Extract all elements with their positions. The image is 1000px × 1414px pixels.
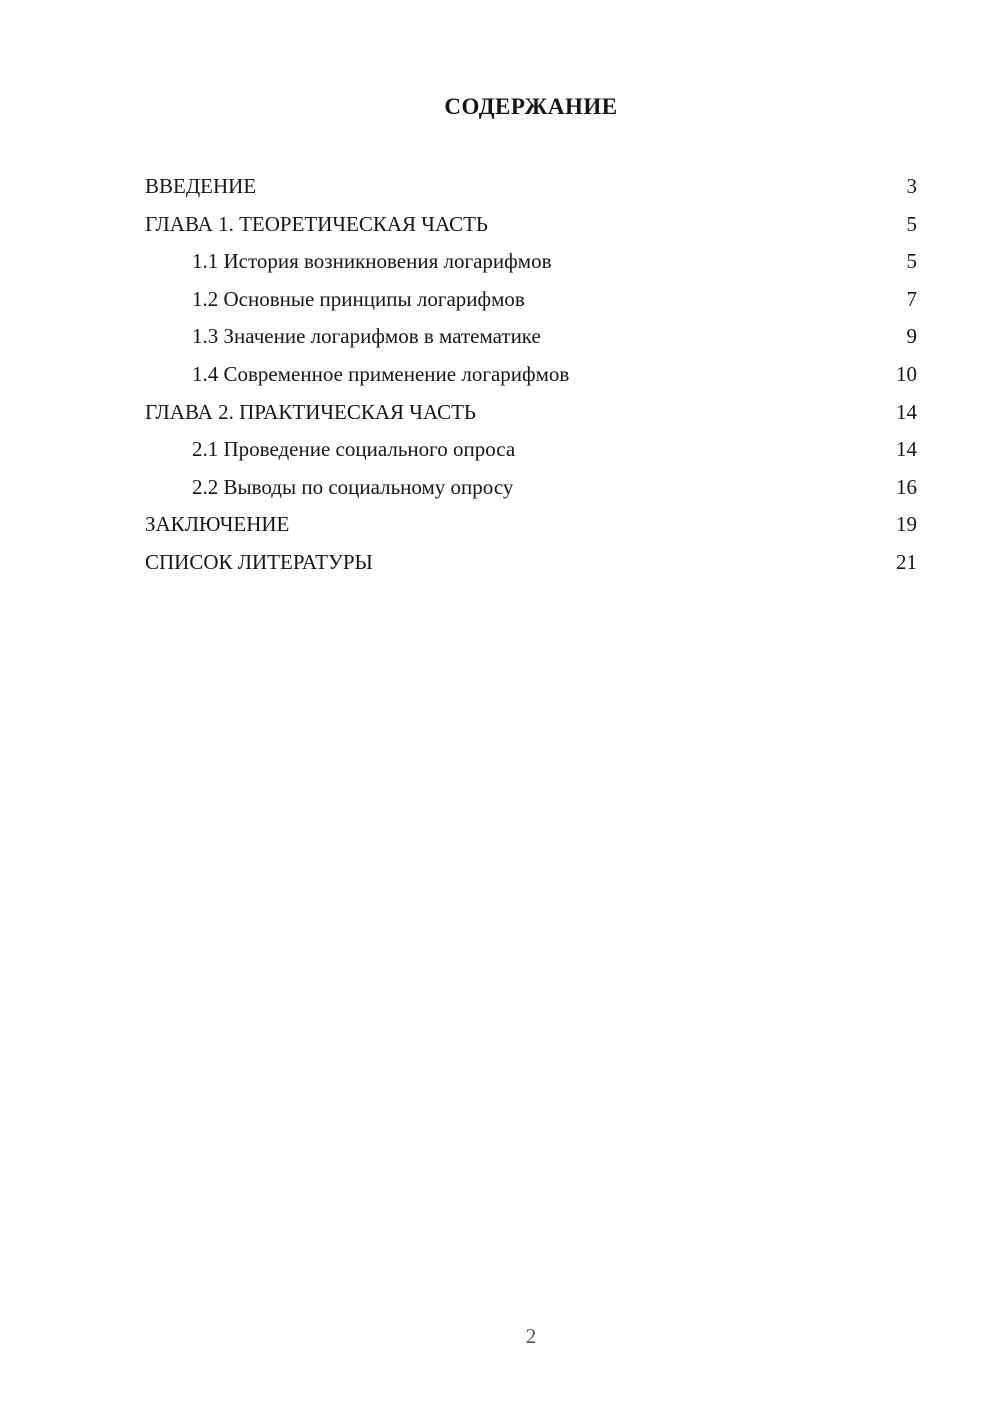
toc-entry-page-number: 9: [906, 324, 917, 349]
toc-entry-page-number: 3: [906, 174, 917, 198]
page-title: СОДЕРЖАНИЕ: [444, 94, 618, 119]
toc-entry: [145, 506, 917, 544]
toc-entry: [145, 469, 917, 507]
toc-entry-label: 2.2 Выводы по социальному опросу: [192, 474, 514, 499]
toc-entry-page-number: 16: [896, 474, 917, 499]
toc-entry-label: 1.2 Основные принципы логарифмов: [192, 286, 525, 311]
toc-entry-page-number: 19: [896, 512, 917, 537]
toc-entry-label: ГЛАВА 1. ТЕОРЕТИЧЕСКАЯ ЧАСТЬ: [145, 211, 488, 236]
toc-entry-label: ЗАКЛЮЧЕНИЕ: [145, 512, 290, 537]
toc-entry-page-number: 14: [896, 437, 917, 462]
toc-entry: [145, 168, 917, 206]
toc-entry-page-number: 21: [896, 549, 917, 574]
toc-entry-label: 1.3 Значение логарифмов в математике: [192, 324, 541, 349]
footer-page-number: 2: [525, 1324, 537, 1348]
toc-entry-label: СПИСОК ЛИТЕРАТУРЫ: [145, 549, 373, 574]
toc-entry-page-number: 5: [906, 211, 917, 236]
toc-entry-label: 1.1 История возникновения логарифмов: [192, 249, 552, 274]
toc-entry: [145, 544, 917, 582]
toc-entry-page-number: 5: [906, 249, 917, 274]
toc-entry-label: 1.4 Современное применение логарифмов: [192, 361, 570, 386]
toc-entry-label: ГЛАВА 2. ПРАКТИЧЕСКАЯ ЧАСТЬ: [145, 399, 476, 424]
toc-entry: [145, 394, 917, 432]
toc-entry-label: 2.1 Проведение социального опроса: [192, 437, 516, 462]
toc-entry-page-number: 10: [896, 361, 917, 386]
table-of-contents: [145, 168, 917, 582]
toc-entry-page-number: 14: [896, 399, 917, 424]
toc-entry: [145, 356, 917, 394]
toc-entry: [145, 281, 917, 319]
toc-entry: [145, 318, 917, 356]
toc-entry: [145, 431, 917, 469]
toc-entry-label: ВВЕДЕНИЕ: [145, 174, 257, 198]
toc-entry: [145, 243, 917, 281]
toc-entry-page-number: 7: [906, 286, 917, 311]
toc-entry: [145, 206, 917, 244]
